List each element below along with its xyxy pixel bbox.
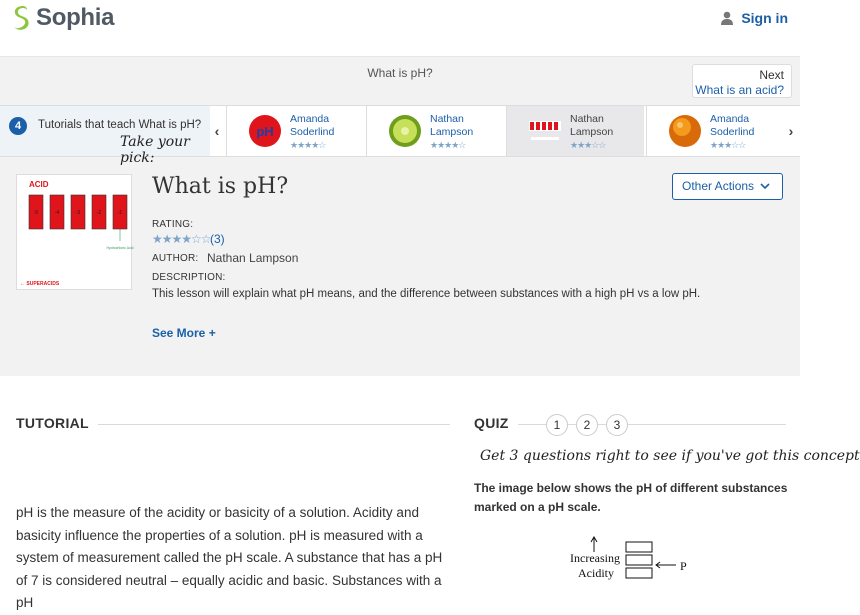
thumb-box-label: -2 — [96, 210, 102, 216]
thumb-box-label: -1 — [117, 210, 123, 216]
sophia-logo-icon — [10, 5, 32, 31]
thumb-box-label: -3 — [75, 210, 81, 216]
rating-stars[interactable]: ★★★★☆☆ — [152, 232, 211, 246]
next-topic-link[interactable]: What is an acid? — [695, 83, 784, 97]
quiz-question-number[interactable]: 2 — [576, 414, 598, 436]
thumb-box-label: -4 — [54, 210, 60, 216]
rating-label: RATING: — [152, 219, 194, 230]
see-more-link[interactable]: See More + — [152, 326, 216, 340]
svg-text:pH: pH — [256, 124, 274, 139]
sophia-logo[interactable] — [10, 4, 114, 32]
lime-icon — [389, 115, 421, 147]
lesson-title: What is pH? — [152, 174, 289, 199]
thumb-box-label: -5 — [33, 210, 39, 216]
tutor-card[interactable] — [226, 106, 364, 156]
lesson-thumbnail — [16, 174, 132, 290]
figure-label-increasing: Increasing — [570, 551, 620, 565]
strip-intro — [0, 106, 210, 166]
strip-intro-text: Tutorials that teach What is pH? — [38, 119, 202, 131]
chevron-down-icon — [760, 174, 770, 209]
tutorial-heading: TUTORIAL — [16, 415, 89, 431]
tutorial-divider — [98, 424, 450, 425]
strip-next-arrow-icon[interactable]: › — [788, 123, 794, 139]
figure-label-acidity: Acidity — [578, 566, 614, 580]
quiz-question-text: The image below shows the pH of different substances marked on a pH scale. — [474, 481, 788, 514]
other-actions-button[interactable] — [672, 173, 783, 200]
author-label: AUTHOR: — [152, 253, 199, 264]
user-icon — [721, 11, 733, 25]
ph-scale-figure — [560, 536, 710, 580]
tutorial-body-text: pH is the measure of the acidity or basicity of a solution. Acidity and basicity influence the properties of a solution. pH is measured with a system of measurement called the pH scale. A substance that has a pH of 7 is considered neutral – equally acidic and basic. Substances with a pH — [16, 505, 443, 610]
description-label: DESCRIPTION: — [152, 272, 226, 283]
brand-name: Sophia — [36, 4, 115, 31]
signin-label: Sign in — [741, 10, 788, 26]
strip-prev-arrow-icon[interactable]: ‹ — [214, 123, 220, 139]
tutor-name[interactable]: Amanda Soderlind — [290, 113, 335, 138]
quiz-question-number[interactable]: 3 — [606, 414, 628, 436]
rating-count[interactable]: (3) — [210, 232, 225, 246]
signin-link[interactable] — [721, 10, 788, 26]
thumb-footer: ← SUPERACIDS — [20, 281, 60, 287]
thumb-heading: ACID — [29, 180, 49, 189]
other-actions-label: Other Actions — [682, 179, 755, 193]
author-name: Nathan Lampson — [207, 251, 299, 265]
figure-marker-p: P — [680, 559, 687, 573]
topic-title: What is pH? — [367, 66, 433, 80]
tutor-card[interactable] — [366, 106, 504, 156]
ph-scale-icon — [529, 115, 561, 147]
thumb-note: Hydrochloric Acid — [106, 246, 134, 250]
take-your-pick-text: Take your pick: — [120, 134, 190, 166]
site-header — [0, 0, 800, 56]
tutor-rating: ★★★☆☆ — [710, 140, 746, 150]
tutor-card-active[interactable] — [506, 106, 644, 156]
tutor-rating: ★★★☆☆ — [570, 140, 606, 150]
tutor-name[interactable]: Amanda Soderlind — [710, 113, 755, 138]
tutorial-strip — [0, 105, 800, 166]
tutor-card[interactable] — [646, 106, 784, 156]
quiz-prompt: Get 3 questions right to see if you've got this concept — [480, 448, 860, 464]
tutorial-count-badge: 4 — [9, 117, 27, 135]
quiz-question-number[interactable]: 1 — [546, 414, 568, 436]
tutor-name[interactable]: Nathan Lampson — [570, 113, 614, 138]
tutor-rating: ★★★★☆ — [430, 140, 466, 150]
next-label: Next — [759, 68, 784, 82]
lesson-description: This lesson will explain what pH means, and the difference between substances with a high pH vs a low pH. — [152, 288, 701, 300]
quiz-heading: QUIZ — [474, 415, 509, 431]
tutor-name[interactable]: Nathan Lampson — [430, 113, 474, 138]
orange-icon — [669, 115, 701, 147]
ph-icon — [249, 115, 281, 147]
tutor-rating: ★★★★☆ — [290, 140, 326, 150]
next-topic-button[interactable] — [692, 64, 792, 98]
